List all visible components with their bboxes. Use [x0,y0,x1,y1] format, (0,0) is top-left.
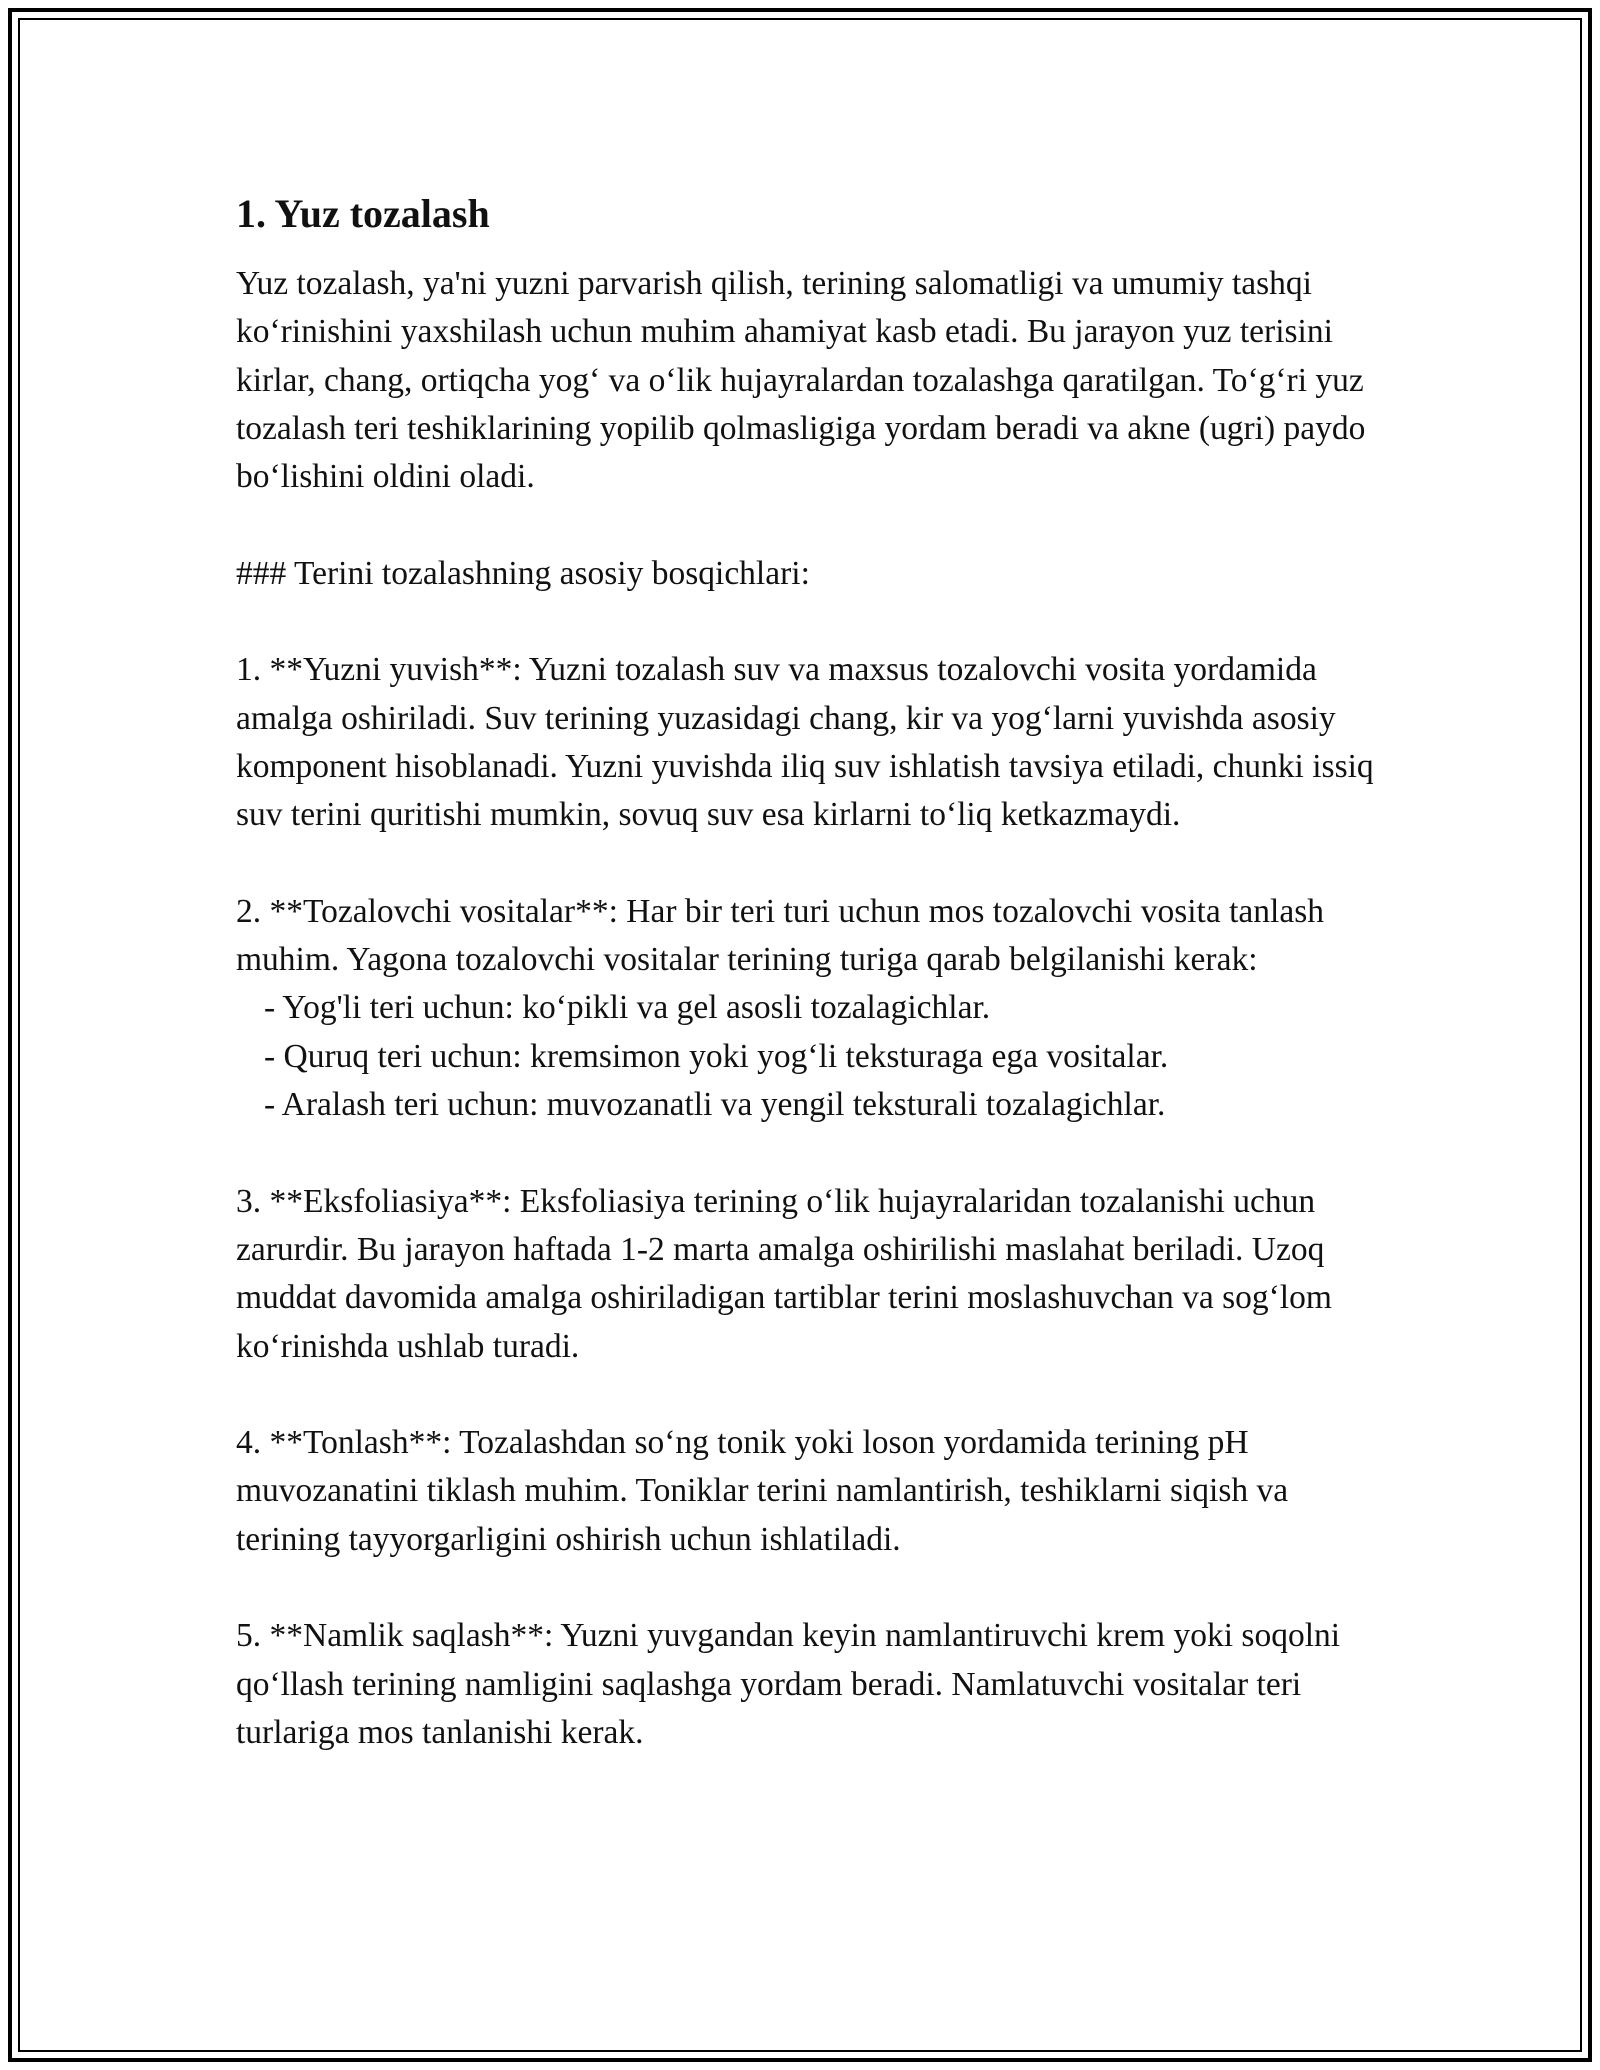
list-item-dry-skin: - Quruq teri uchun: kremsimon yoki yog‘li teksturaga ega vositalar. [264,1037,1169,1075]
step-yuzni-yuvish: 1. **Yuzni yuvish**: Yuzni tozalash suv va maxsus tozalovchi vosita yordamida amalga oshiriladi. Suv terining yuzasidagi chang, kir va yog‘larni yuvishda asosiy komponent hisoblanadi. Yuzni yuvishda iliq suv ishlatish tavsiya etiladi, chunki issiq suv terini quritishi mumkin, sovuq suv esa kirlarni to‘liq ketkazmaydi. [236,651,1374,834]
document-body [236,190,1386,1806]
step-eksfoliasiya: 3. **Eksfoliasiya**: Eksfoliasiya terining o‘lik hujayralaridan tozalanishi uchun zarurdir. Bu jarayon haftada 1-2 marta amalga oshirilishi maslahat beriladi. Uzoq muddat davomida amalga oshiriladigan tartiblar terini moslashuvchan va sog‘lom ko‘rinishda ushlab turadi. [236,1182,1332,1365]
step-tozalovchi-vositalar: 2. **Tozalovchi vositalar**: Har bir teri turi uchun mos tozalovchi vosita tanlash muhim. Yagona tozalovchi vositalar terining turiga qarab belgilanishi kerak: [236,892,1324,979]
skin-type-list [236,984,1386,1129]
subheading: ### Terini tozalashning asosiy bosqichlari: [236,554,810,592]
step-tonlash: 4. **Tonlash**: Tozalashdan so‘ng tonik yoki loson yordamida terining pH muvozanatini tiklash muhim. Toniklar terini namlantirish, teshiklarni siqish va terining tayyorgarligini oshirish uchun ishlatiladi. [236,1424,1289,1558]
list-item-combination-skin: - Aralash teri uchun: muvozanatli va yengil teksturali tozalagichlar. [264,1086,1166,1124]
step-namlik-saqlash: 5. **Namlik saqlash**: Yuzni yuvgandan keyin namlantiruvchi krem yoki soqolni qo‘llash terining namligini saqlashga yordam beradi. Namlatuvchi vositalar teri turlariga mos tanlanishi kerak. [236,1617,1341,1751]
intro-paragraph: Yuz tozalash, ya'ni yuzni parvarish qilish, terining salomatligi va umumiy tashqi ko‘rinishini yaxshilash uchun muhim ahamiyat kasb etadi. Bu jarayon yuz terisini kirlar, chang, ortiqcha yog‘ va o‘lik hujayralardan tozalashga qaratilgan. To‘g‘ri yuz tozalash teri teshiklarining yopilib qolmasligiga yordam beradi va akne (ugri) paydo bo‘lishini oldini oladi. [236,265,1366,496]
section-title: 1. Yuz tozalash [236,191,490,236]
list-item-oily-skin: - Yog'li teri uchun: ko‘pikli va gel asosli tozalagichlar. [264,989,991,1027]
